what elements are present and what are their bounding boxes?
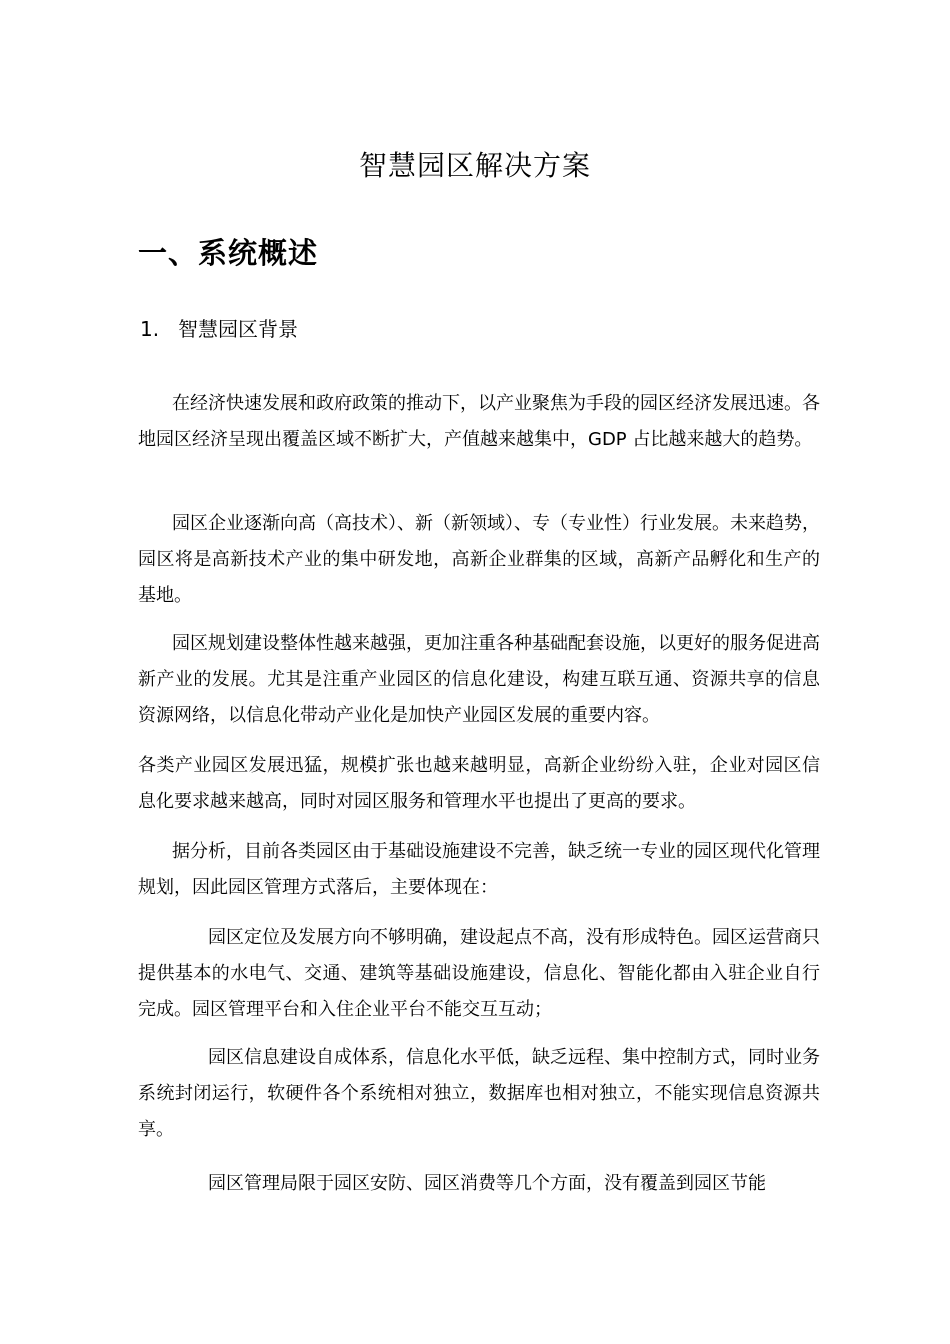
section-heading: 一、系统概述	[138, 236, 319, 270]
paragraph: 园区规划建设整体性越来越强，更加注重各种基础配套设施，以更好的服务促进高新产业的发展。尤其是注重产业园区的信息化建设，构建互联互通、资源共享的信息资源网络，以信息化带动产业化是加快产业园区发展的重要内容。	[138, 633, 820, 726]
paragraph: 园区管理局限于园区安防、园区消费等几个方面，没有覆盖到园区节能	[208, 1173, 766, 1194]
paragraph: 园区信息建设自成体系，信息化水平低，缺乏远程、集中控制方式，同时业务系统封闭运行，软硬件各个系统相对独立，数据库也相对独立，不能实现信息资源共享。	[138, 1047, 820, 1140]
subsection-number: 1.	[140, 317, 160, 341]
subsection-title: 智慧园区背景	[178, 317, 298, 341]
document-title: 智慧园区解决方案	[358, 149, 591, 182]
paragraph: 园区企业逐渐向高（高技术）、新（新领域）、专（专业性）行业发展。未来趋势，园区将是高新技术产业的集中研发地，高新企业群集的区域，高新产品孵化和生产的基地。	[138, 513, 820, 606]
paragraph: 各类产业园区发展迅猛，规模扩张也越来越明显，高新企业纷纷入驻，企业对园区信息化要求越来越高，同时对园区服务和管理水平也提出了更高的要求。	[138, 755, 820, 812]
paragraph: 园区定位及发展方向不够明确，建设起点不高，没有形成特色。园区运营商只提供基本的水电气、交通、建筑等基础设施建设，信息化、智能化都由入驻企业自行完成。园区管理平台和入住企业平台不能交互互动；	[138, 927, 820, 1020]
paragraph: 在经济快速发展和政府政策的推动下，以产业聚焦为手段的园区经济发展迅速。各地园区经济呈现出覆盖区域不断扩大，产值越来越集中，GDP 占比越来越大的趋势。	[138, 393, 820, 450]
subsection-heading	[140, 314, 298, 344]
paragraph: 据分析，目前各类园区由于基础设施建设不完善，缺乏统一专业的园区现代化管理规划，因此园区管理方式落后，主要体现在：	[138, 841, 820, 898]
